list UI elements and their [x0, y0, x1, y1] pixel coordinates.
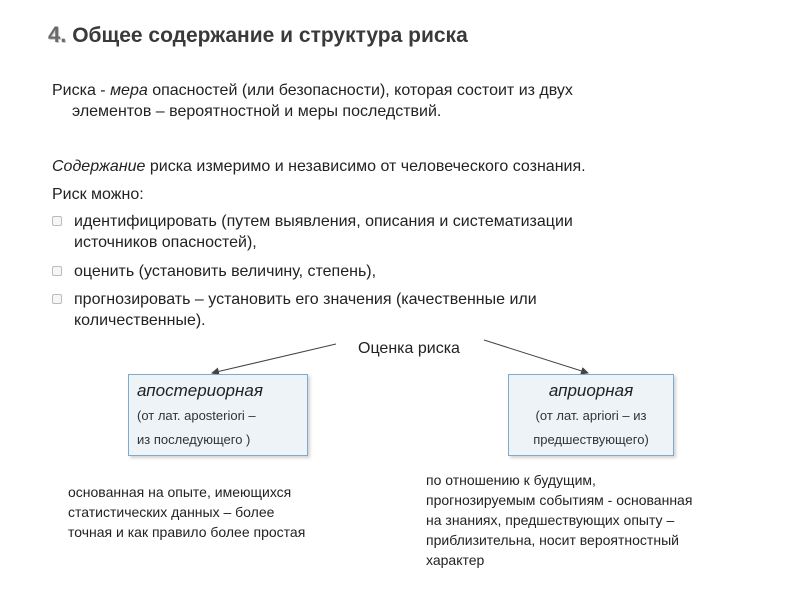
arrow-to-aposteriori	[212, 344, 336, 373]
apriori-desc-line: по отношению к будущим,	[426, 472, 596, 488]
definition-em: мера	[110, 82, 148, 99]
aposteriori-sub2: из последующего )	[137, 432, 251, 447]
title-number: 4.	[48, 22, 67, 47]
bullet-identify-line2: источников опасностей),	[74, 234, 257, 251]
arrow-to-apriori	[484, 340, 588, 373]
definition-rest: опасностей (или безопасности), которая состоит из двух	[147, 82, 573, 99]
bullet-identify-line1: идентифицировать (путем выявления, описания и систематизации	[74, 213, 573, 230]
bullet-forecast-line2: количественные).	[74, 312, 206, 329]
apriori-desc-line: характер	[426, 552, 485, 568]
aposteriori-desc-line: основанная на опыте, имеющихся	[68, 484, 292, 500]
risk-assessment-label: Оценка риска	[358, 340, 460, 357]
title-text: Общее содержание и структура риска	[72, 24, 468, 47]
aposteriori-desc-line: статистических данных – более	[68, 504, 275, 520]
apriori-description	[426, 470, 692, 570]
bullet-assess-line1: оценить (установить величину, степень),	[74, 263, 377, 280]
aposteriori-desc-line: точная и как правило более простая	[68, 524, 306, 540]
aposteriori-head: апостериорная	[137, 381, 263, 400]
aposteriori-sub1: (от лат. aposteriori –	[137, 408, 256, 423]
risk-can-paragraph: Риск можно:	[52, 186, 144, 203]
bullet-forecast-line1: прогнозировать – установить его значения (качественные или	[74, 291, 537, 308]
apriori-sub1: (от лат. apriori – из	[535, 408, 647, 423]
apriori-sub2: предшествующего)	[533, 432, 649, 447]
definition-lead: Риска -	[52, 82, 111, 99]
apriori-head: априорная	[548, 381, 634, 400]
content-rest: риска измеримо и независимо от человеческого сознания.	[145, 158, 586, 175]
apriori-desc-line: на знаниях, предшествующих опыту –	[426, 512, 675, 528]
apriori-box	[508, 374, 674, 456]
content-em: Содержание	[52, 158, 146, 175]
apriori-desc-line: прогнозируемым событиям - основанная	[426, 492, 693, 508]
aposteriori-box	[128, 374, 308, 456]
definition-line2: элементов – вероятностной и меры последствий.	[72, 103, 442, 120]
apriori-desc-line: приблизительна, носит вероятностный	[426, 532, 679, 548]
aposteriori-description	[68, 482, 305, 542]
